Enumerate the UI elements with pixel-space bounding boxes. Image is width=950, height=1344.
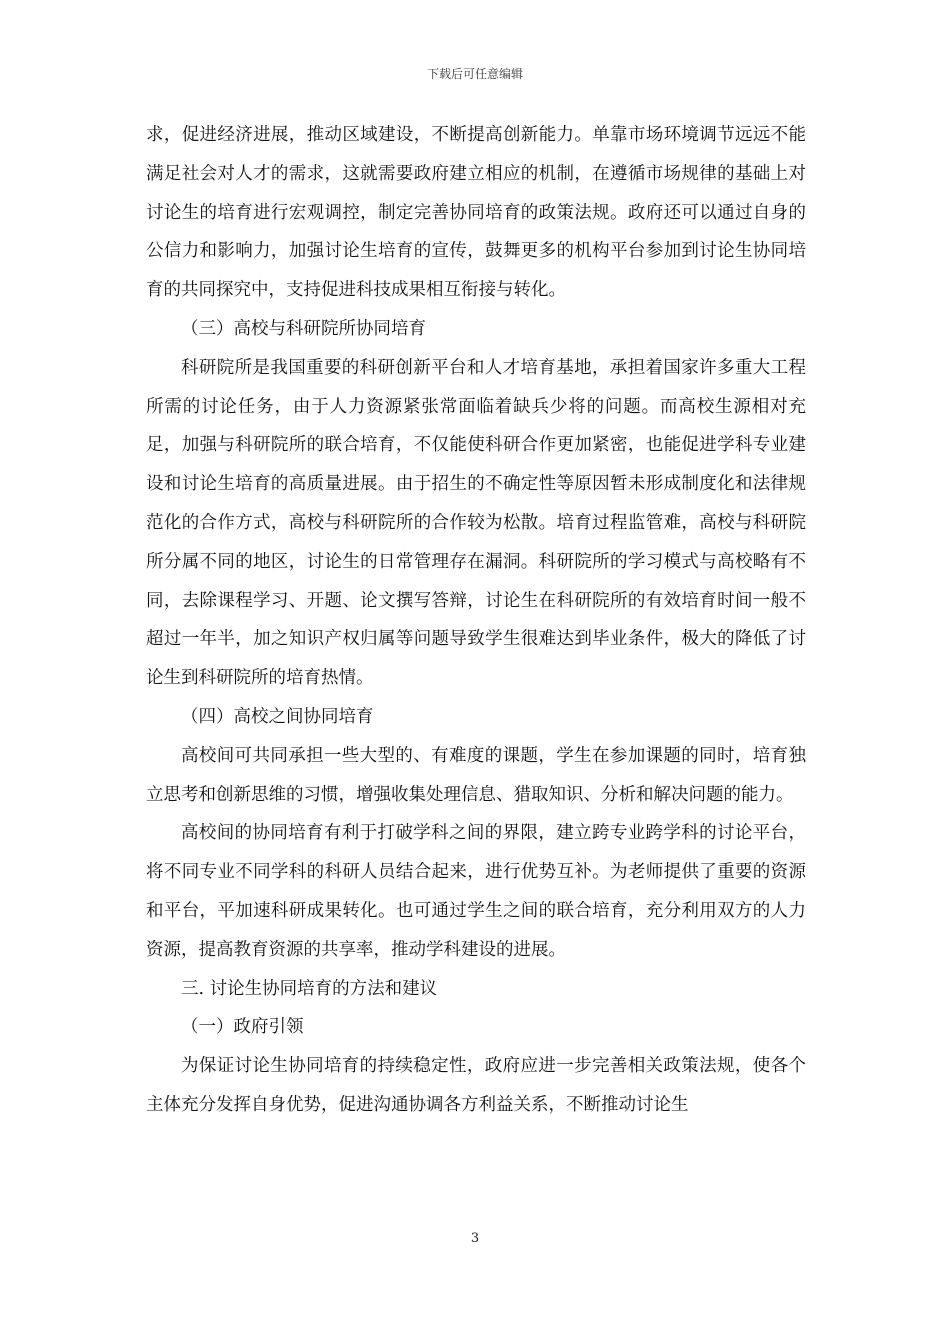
page-number: 3 (470, 1231, 480, 1246)
paragraph: 科研院所是我国重要的科研创新平台和人才培育基地，承担着国家许多重大工程所需的讨论任务，由于人力资源紧张常面临着缺兵少将的问题。而高校生源相对充足，加强与科研院所的联合培育，不仅能使科研合作更加紧密，也能促进学科专业建设和讨论生培育的高质量进展。由于招生的不确定性等原因暂未形成制度化和法律规范化的合作方式，高校与科研院所的合作较为松散。培育过程监管难，高校与科研院所分属不同的地区，讨论生的日常管理存在漏洞。科研院所的学习模式与高校略有不同，去除课程学习、开题、论文撰写答辩，讨论生在科研院所的有效培育时间一般不超过一年半，加之知识产权归属等问题导致学生很难达到毕业条件，极大的降低了讨论生到科研院所的培育热情。 (146, 357, 806, 689)
page-header: 下载后可任意编辑 (426, 67, 523, 81)
section-heading-4: （四）高校之间协同培育 (181, 706, 374, 727)
paragraph-continuation: 求，促进经济进展，推动区域建设，不断提高创新能力。单靠市场环境调节远远不能满足社会对人才的需求，这就需要政府建立相应的机制，在遵循市场规律的基础上对讨论生的培育进行宏观调控，制定完善协同培育的政策法规。政府还可以通过自身的公信力和影响力，加强讨论生培育的宣传，鼓舞更多的机构平台参加到讨论生协同培育的共同探究中，支持促进科技成果相互衔接与转化。 (146, 125, 806, 301)
paragraph: 高校间的协同培育有利于打破学科之间的界限，建立跨专业跨学科的讨论平台，将不同专业不同学科的科研人员结合起来，进行优势互补。为老师提供了重要的资源和平台，平加速科研成果转化。也可通过学生之间的联合培育，充分利用双方的人力资源，提高教育资源的共享率，推动学科建设的进展。 (146, 823, 806, 960)
paragraph: 为保证讨论生协同培育的持续稳定性，政府应进一步完善相关政策法规，使各个主体充分发挥自身优势，促进沟通协调各方利益关系，不断推动讨论生 (146, 1056, 806, 1115)
chapter-heading: 三. 讨论生协同培育的方法和建议 (181, 978, 438, 999)
section-heading-3: （三）高校与科研院所协同培育 (181, 318, 426, 339)
section-heading-1: （一）政府引领 (181, 1017, 304, 1038)
paragraph: 高校间可共同承担一些大型的、有难度的课题，学生在参加课题的同时，培育独立思考和创新思维的习惯，增强收集处理信息、猎取知识、分析和解决问题的能力。 (146, 745, 806, 805)
document-body (146, 116, 806, 1125)
